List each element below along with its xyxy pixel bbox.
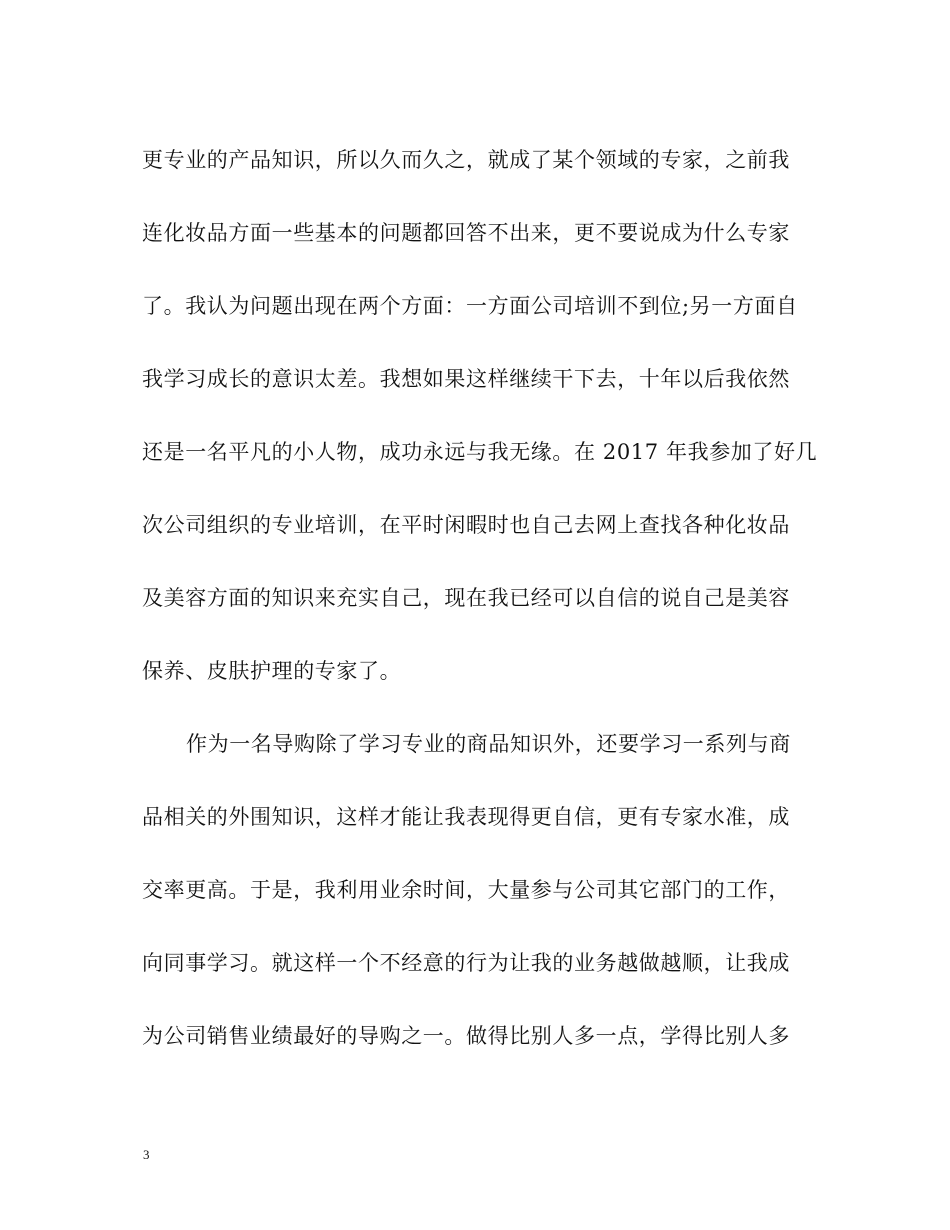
paragraph-first-line: 作为一名导购除了学习专业的商品知识外，还要学习一系列与商 xyxy=(186,732,791,756)
text-line: 更专业的产品知识，所以久而久之，就成了某个领域的专家，之前我 xyxy=(142,148,790,172)
text-line: 向同事学习。就这样一个不经意的行为让我的业务越做越顺，让我成 xyxy=(142,951,790,975)
text-line: 保养、皮肤护理的专家了。 xyxy=(142,659,402,683)
text-line: 为公司销售业绩最好的导购之一。做得比别人多一点，学得比别人多 xyxy=(142,1024,790,1048)
text-line: 了。我认为问题出现在两个方面：一方面公司培训不到位;另一方面自 xyxy=(142,294,798,318)
page-number: 3 xyxy=(143,1147,150,1162)
text-line: 交率更高。于是，我利用业余时间，大量参与公司其它部门的工作， xyxy=(142,878,790,902)
text-line: 及美容方面的知识来充实自己，现在我已经可以自信的说自己是美容 xyxy=(142,586,790,610)
text-line: 品相关的外围知识，这样才能让我表现得更自信，更有专家水准，成 xyxy=(142,805,790,829)
text-line: 连化妆品方面一些基本的问题都回答不出来，更不要说成为什么专家 xyxy=(142,221,790,245)
text-line: 还是一名平凡的小人物，成功永远与我无缘。在 2017 年我参加了好几 xyxy=(142,440,818,464)
text-line: 我学习成长的意识太差。我想如果这样继续干下去，十年以后我依然 xyxy=(142,367,790,391)
body-text xyxy=(142,140,818,1089)
text-line: 次公司组织的专业培训，在平时闲暇时也自己去网上查找各种化妆品 xyxy=(142,513,790,537)
